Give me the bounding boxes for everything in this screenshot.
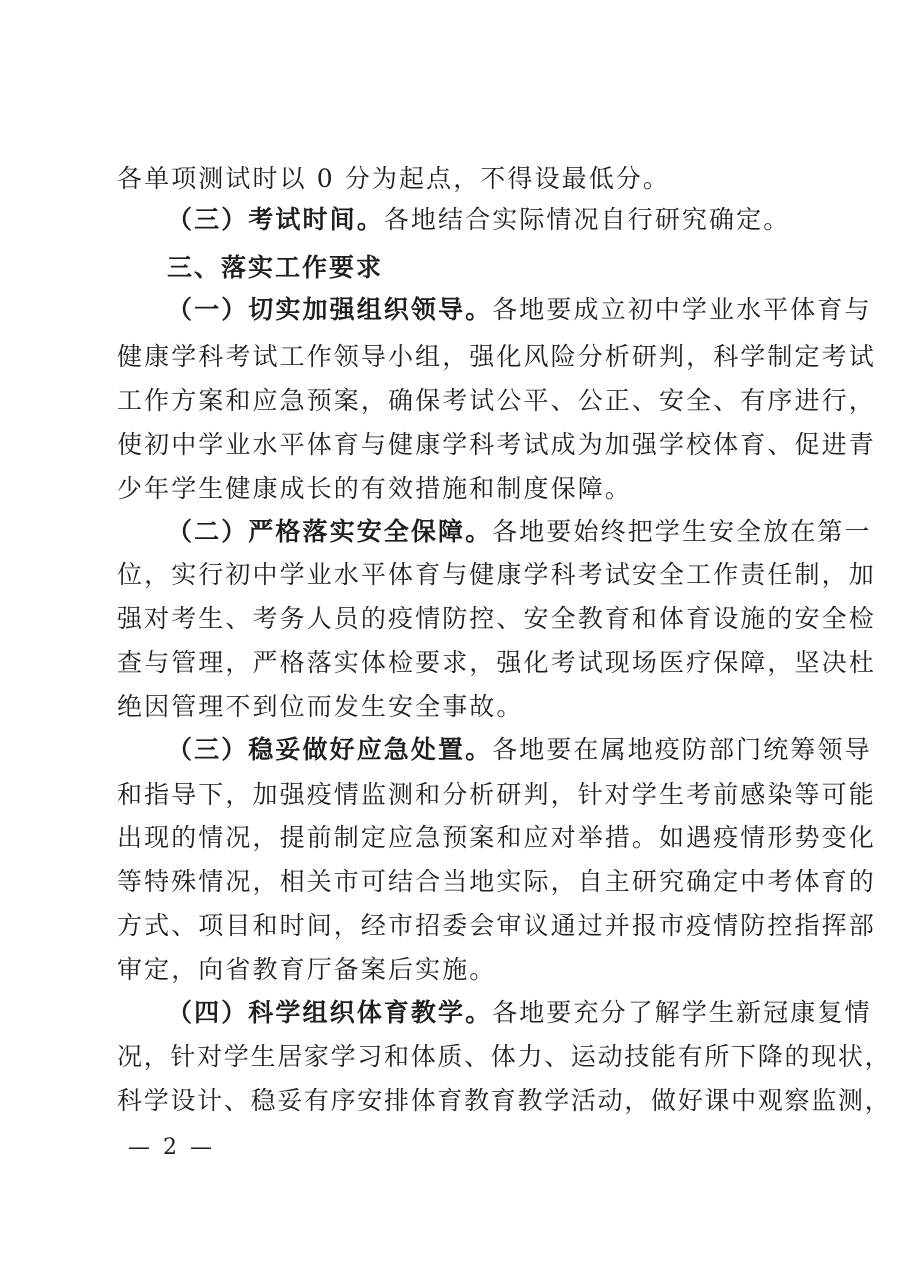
line-text: 各地要充分了解学生新冠康复情: [492, 998, 872, 1027]
paragraph-line: [117, 1081, 892, 1121]
line-text: 位，实行初中学业水平体育与健康学科考试安全工作责任制，加: [117, 560, 876, 589]
line-text: 使初中学业水平体育与健康学科考试成为加强学校体育、促进青: [117, 430, 876, 459]
line-text: 各地结合实际情况自行研究确定。: [383, 205, 791, 234]
line-text: 况，针对学生居家学习和体质、体力、运动技能有所下降的现状，: [117, 1042, 892, 1071]
line-text: 强对考生、考务人员的疫情防控、安全教育和体育设施的安全检: [117, 604, 876, 633]
line-text: 等特殊情况，相关市可结合当地实际，自主研究确定中考体育的: [117, 867, 876, 896]
paragraph-line: [117, 425, 876, 465]
paragraph-line: [117, 687, 817, 727]
paragraph-line: [167, 512, 872, 552]
line-text: 各地要成立初中学业水平体育与: [492, 295, 872, 324]
paragraph-line: [167, 200, 867, 240]
line-text: 查与管理，严格落实体检要求，强化考试现场医疗保障，坚决杜: [117, 648, 876, 677]
section-lead: （三）考试时间。: [167, 205, 384, 234]
line-text: 各单项测试时以 0 分为起点，不得设最低分。: [117, 164, 671, 193]
heading-text: 三、落实工作要求: [167, 253, 384, 282]
line-text: 少年学生健康成长的有效措施和制度保障。: [117, 474, 632, 503]
line-text: 科学设计、稳妥有序安排体育教育教学活动，做好课中观察监测，: [117, 1086, 892, 1115]
paragraph-line: [117, 862, 876, 902]
paragraph-line: [117, 469, 817, 509]
paragraph-line: [117, 906, 876, 946]
paragraph-line: [117, 818, 876, 858]
line-text: 健康学科考试工作领导小组，强化风险分析研判，科学制定考试: [117, 342, 876, 371]
paragraph-line: [117, 555, 876, 595]
line-text: 工作方案和应急预案，确保考试公平、公正、安全、有序进行，: [117, 386, 876, 415]
paragraph-line: [167, 290, 872, 330]
line-text: 审定，向省教育厅备案后实施。: [117, 955, 497, 984]
section-lead: （一）切实加强组织领导。: [167, 295, 493, 324]
paragraph-line: [117, 337, 876, 377]
section-lead: （二）严格落实安全保障。: [167, 517, 493, 546]
line-text: 方式、项目和时间，经市招委会审议通过并报市疫情防控指挥部: [117, 911, 876, 940]
line-text: 和指导下，加强疫情监测和分析研判，针对学生考前感染等可能: [117, 780, 876, 809]
paragraph-line: [117, 1037, 892, 1077]
paragraph-line: [167, 730, 872, 770]
section-lead: （三）稳妥做好应急处置。: [167, 735, 493, 764]
page-number: — 2 —: [128, 1135, 215, 1160]
paragraph-line: [167, 993, 872, 1033]
paragraph-line: [117, 950, 817, 990]
paragraph-line: [117, 159, 817, 199]
paragraph-line: [117, 643, 876, 683]
line-text: 绝因管理不到位而发生安全事故。: [117, 692, 524, 721]
line-text: 各地要在属地疫防部门统筹领导: [492, 735, 872, 764]
paragraph-line: [117, 599, 876, 639]
line-text: 各地要始终把学生安全放在第一: [492, 517, 872, 546]
paragraph-line: [117, 381, 876, 421]
section-heading: [167, 248, 867, 288]
line-text: 出现的情况，提前制定应急预案和应对举措。如遇疫情形势变化: [117, 823, 876, 852]
section-lead: （四）科学组织体育教学。: [167, 998, 493, 1027]
paragraph-line: [117, 775, 876, 815]
